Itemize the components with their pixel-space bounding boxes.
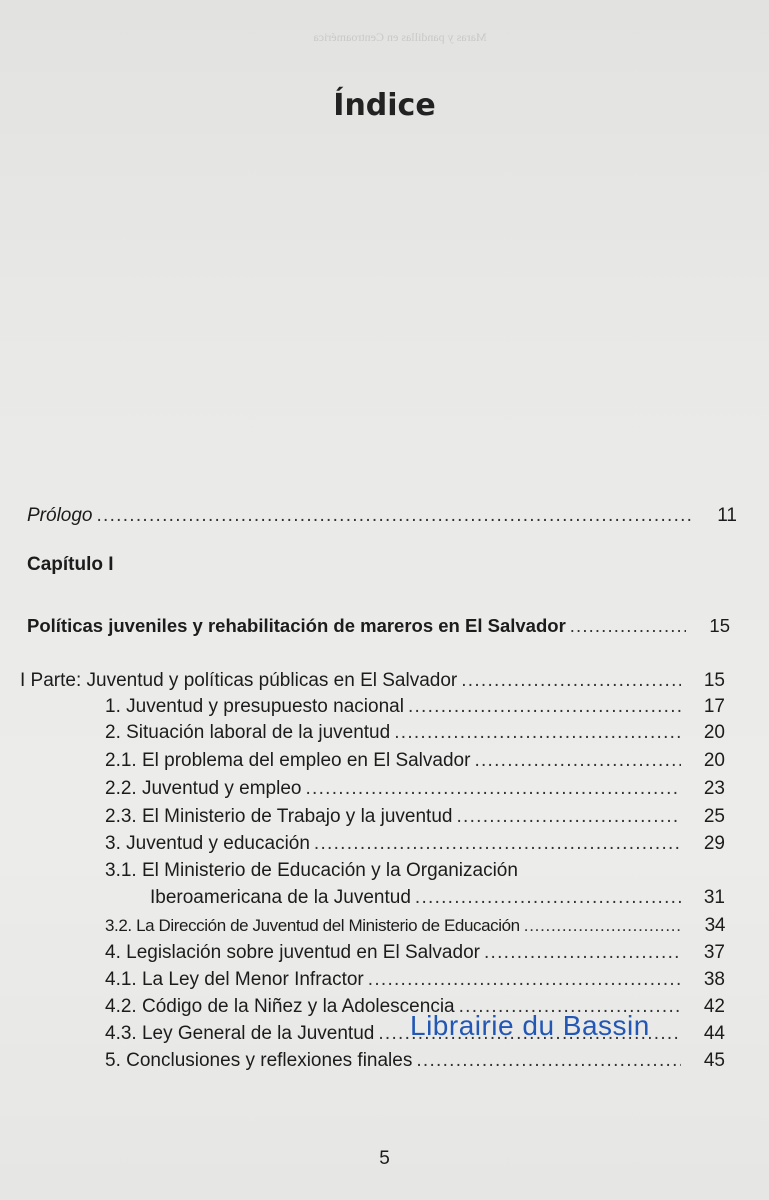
toc-label: Prólogo	[27, 505, 93, 526]
toc-entry	[105, 969, 725, 991]
toc-page: 45	[703, 1050, 725, 1071]
toc-label: 4. Legislación sobre juventud en El Salvador	[105, 942, 480, 963]
toc-page: 15	[703, 670, 725, 691]
dot-leader	[484, 942, 681, 964]
toc-page: 15	[709, 615, 730, 636]
toc-label: 2.3. El Ministerio de Trabajo y la juventud	[105, 806, 453, 827]
toc-entry	[105, 750, 725, 772]
toc-entry	[150, 887, 725, 909]
page-number: 5	[379, 1148, 390, 1169]
dot-leader	[461, 670, 681, 692]
toc-page: 31	[703, 887, 725, 908]
toc-label: 3.2. La Dirección de Juventud del Ministerio de Educación	[105, 916, 520, 935]
toc-label: 4.3. Ley General de la Juventud	[105, 1023, 375, 1044]
toc-page: 20	[703, 750, 725, 771]
toc-page: 17	[703, 696, 725, 717]
toc-label: Políticas juveniles y rehabilitación de mareros en El Salvador	[27, 615, 566, 636]
toc-label: 3. Juventud y educación	[105, 833, 310, 854]
dot-leader	[416, 1050, 681, 1072]
dot-leader	[408, 696, 681, 718]
dot-leader	[305, 778, 681, 800]
toc-page: 11	[717, 505, 737, 526]
toc-label: Iberoamericana de la Juventud	[150, 887, 411, 908]
toc-page: 29	[703, 833, 725, 854]
dot-leader	[570, 615, 686, 637]
dot-leader	[524, 915, 681, 937]
toc-entry	[105, 833, 725, 855]
toc-page: 37	[703, 942, 725, 963]
toc-entry-line	[105, 860, 518, 882]
toc-entry	[20, 670, 725, 692]
toc-prologo	[27, 505, 737, 527]
toc-label: 2. Situación laboral de la juventud	[105, 722, 391, 743]
dot-leader	[415, 887, 681, 909]
toc-page: 38	[703, 969, 725, 990]
toc-page: 42	[703, 996, 725, 1017]
toc-page: 34	[704, 915, 725, 936]
toc-page: 25	[703, 806, 725, 827]
toc-label: 3.1. El Ministerio de Educación y la Organización	[105, 860, 518, 881]
dot-leader	[394, 722, 681, 744]
toc-entry	[105, 806, 725, 828]
dot-leader	[474, 750, 681, 772]
toc-label: 2.2. Juventud y empleo	[105, 778, 302, 799]
toc-entry	[105, 722, 725, 744]
toc-entry	[105, 778, 725, 800]
toc-section	[27, 615, 730, 637]
toc-page: 23	[703, 778, 725, 799]
dot-leader	[456, 806, 681, 828]
toc-label: 4.2. Código de la Niñez y la Adolescencia	[105, 996, 455, 1017]
toc-label: I Parte: Juventud y políticas públicas en El Salvador	[20, 670, 458, 691]
page-title: Índice	[333, 88, 436, 123]
toc-entry	[105, 942, 725, 964]
toc-page: 44	[703, 1023, 725, 1044]
dot-leader	[314, 833, 681, 855]
toc-entry	[105, 1050, 725, 1072]
dot-leader	[368, 969, 681, 991]
chapter-heading: Capítulo I	[27, 554, 114, 575]
toc-label: 4.1. La Ley del Menor Infractor	[105, 969, 364, 990]
seller-watermark: Librairie du Bassin	[410, 1010, 650, 1041]
toc-entry	[105, 696, 725, 718]
toc-entry	[105, 915, 725, 937]
toc-label: 5. Conclusiones y reflexiones finales	[105, 1050, 413, 1071]
toc-label: 1. Juventud y presupuesto nacional	[105, 696, 404, 717]
dot-leader	[97, 505, 694, 527]
toc-label: 2.1. El problema del empleo en El Salvador	[105, 750, 471, 771]
toc-page: 20	[703, 722, 725, 743]
bleed-through-header: Maras y pandillas en Centroamérica	[313, 30, 487, 44]
